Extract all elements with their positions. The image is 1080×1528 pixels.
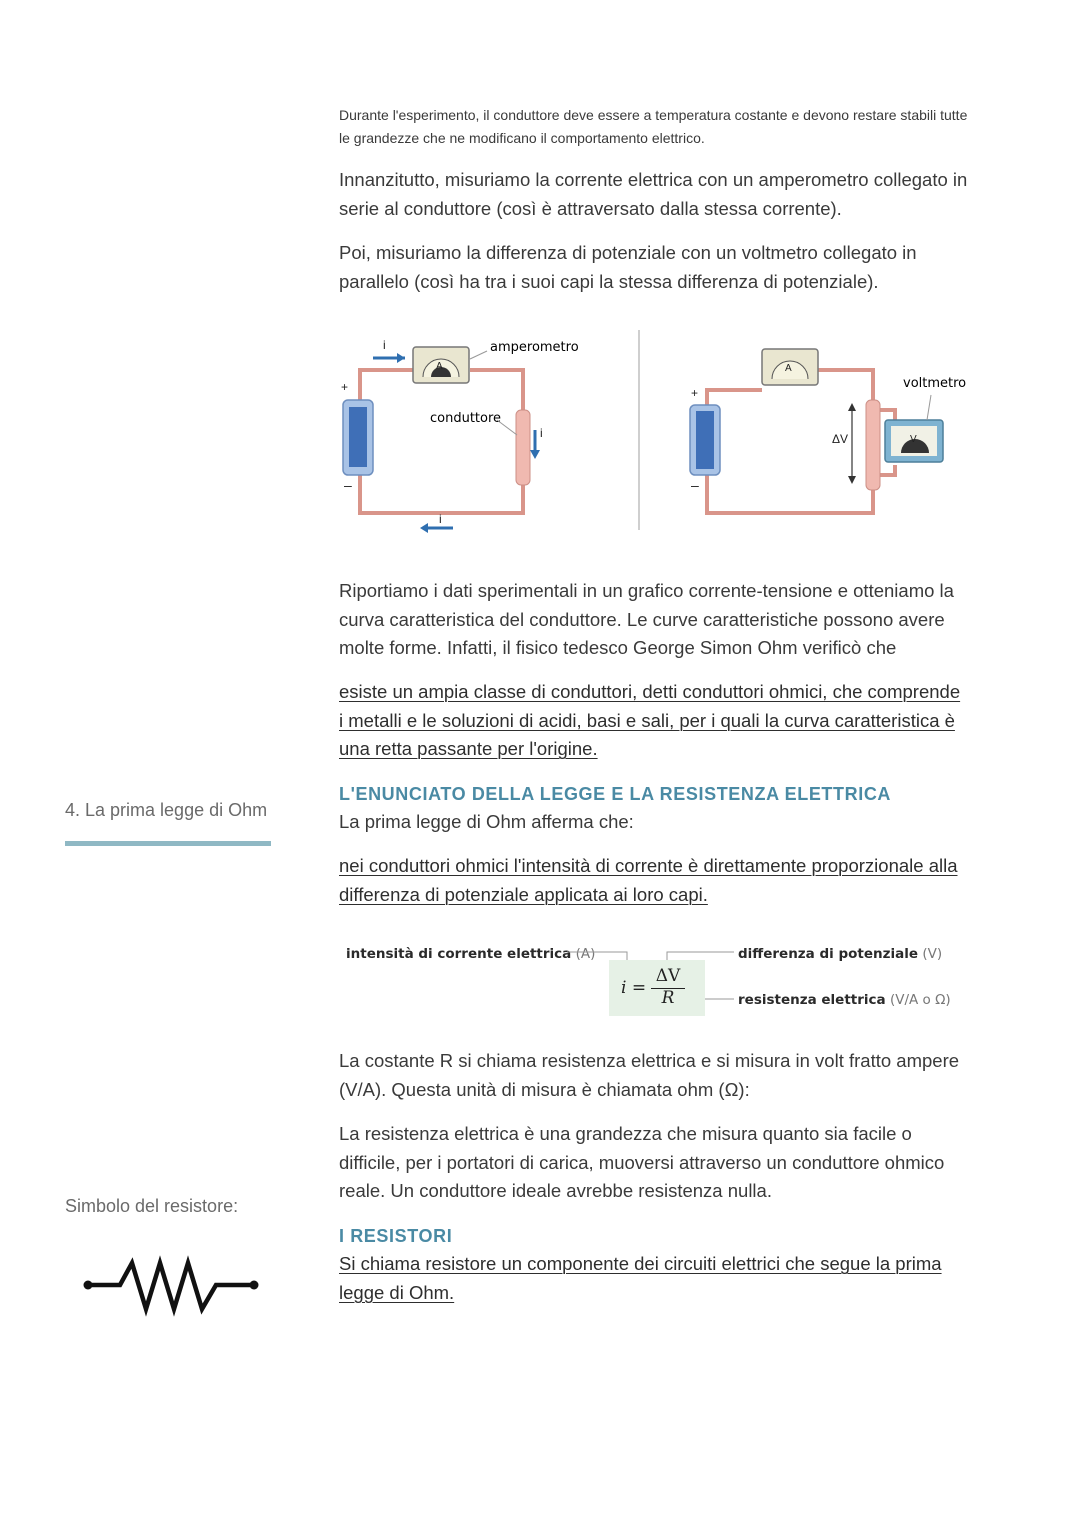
left-circuit bbox=[341, 338, 579, 533]
formula-lhs: i = bbox=[621, 978, 647, 998]
plus-sign-right: + bbox=[691, 386, 699, 400]
current-label-bottom: i bbox=[439, 512, 442, 526]
sidebar-section-title: 4. La prima legge di Ohm bbox=[65, 800, 268, 820]
voltmeter-label: voltmetro bbox=[903, 376, 967, 391]
paragraph-voltmeter: Poi, misuriamo la differenza di potenziale con un voltmetro collegato in parallelo (così ha tra i suoi capi la stessa differenza di potenziale). bbox=[339, 242, 917, 292]
sidebar-divider bbox=[65, 841, 271, 846]
right-wire bbox=[707, 370, 873, 513]
experiment-note: Durante l'esperimento, il conduttore deve essere a temperatura costante e devono restare stabili tutte le grandezze che ne modificano il comportamento elettrico. bbox=[339, 107, 968, 146]
circuit-diagram bbox=[335, 325, 995, 540]
ohm-formula-block bbox=[339, 938, 979, 1020]
minus-sign-right: – bbox=[691, 477, 699, 493]
paragraph-ohmic-conductors: esiste un ampia classe di conduttori, detti conduttori ohmici, che comprende i metalli e le soluzioni di acidi, basi e sali, per i quali la curva caratteristica è una retta passante per l'origine. bbox=[339, 681, 961, 759]
current-label-top: i bbox=[383, 338, 386, 352]
section-heading-resistors: I RESISTORI bbox=[339, 1226, 453, 1246]
ammeter-label: amperometro bbox=[490, 340, 579, 355]
plus-sign: + bbox=[341, 380, 349, 394]
voltmeter-letter: V bbox=[910, 434, 917, 445]
delta-v-label: ΔV bbox=[832, 432, 849, 446]
right-circuit bbox=[690, 349, 966, 513]
ammeter-letter-right: A bbox=[785, 363, 792, 374]
formula-numerator: ΔV bbox=[655, 966, 681, 986]
circuit-diagram-svg bbox=[335, 325, 995, 540]
conductor-icon bbox=[516, 410, 530, 485]
paragraph-curve: Riportiamo i dati sperimentali in un grafico corrente-tensione e otteniamo la curva caratteristica del conduttore. Le curve caratteristiche possono avere molte forme. Infatti, il fisico tedesco George Simon Ohm verificò che bbox=[339, 580, 954, 658]
paragraph-resistance-unit: La costante R si chiama resistenza elettrica e si misura in volt fratto ampere (V/A). Questa unità di misura è chiamata ohm (Ω): bbox=[339, 1050, 960, 1100]
paragraph-law-intro: La prima legge di Ohm afferma che: bbox=[339, 811, 634, 832]
paragraph-resistance-meaning: La resistenza elettrica è una grandezza che misura quanto sia facile o difficile, per i portatori di carica, muoversi attraverso un conduttore ohmico reale. Un conduttore ideale avrebbe resistenza nulla. bbox=[339, 1123, 945, 1201]
paragraph-resistor-definition: Si chiama resistore un componente dei circuiti elettrici che segue la prima legge di Ohm. bbox=[339, 1253, 942, 1303]
ammeter-letter: A bbox=[436, 361, 443, 372]
minus-sign: – bbox=[344, 477, 352, 493]
formula-label-current: intensità di corrente elettrica (A) bbox=[346, 946, 596, 962]
resistor-symbol-icon bbox=[80, 1255, 265, 1320]
battery-band bbox=[349, 407, 367, 467]
formula-label-r: resistenza elettrica (V/A o Ω) bbox=[738, 992, 951, 1008]
section-heading-law: L'ENUNCIATO DELLA LEGGE E LA RESISTENZA ELETTRICA bbox=[339, 784, 892, 804]
formula-label-dv: differenza di potenziale (V) bbox=[738, 946, 943, 962]
paragraph-law-statement: nei conduttori ohmici l'intensità di corrente è direttamente proporzionale alla differenza di potenziale applicata ai loro capi. bbox=[339, 855, 958, 905]
left-wire bbox=[360, 370, 523, 513]
paragraph-ammeter: Innanzitutto, misuriamo la corrente elettrica con un amperometro collegato in serie al conduttore (così è attraversato dalla stessa corrente). bbox=[339, 169, 968, 219]
formula-denominator: R bbox=[661, 988, 675, 1008]
sidebar-resistor-label: Simbolo del resistore: bbox=[65, 1196, 239, 1216]
current-label-right: i bbox=[540, 426, 543, 440]
conductor-label: conduttore bbox=[430, 411, 502, 426]
conductor-icon-right bbox=[866, 400, 880, 490]
